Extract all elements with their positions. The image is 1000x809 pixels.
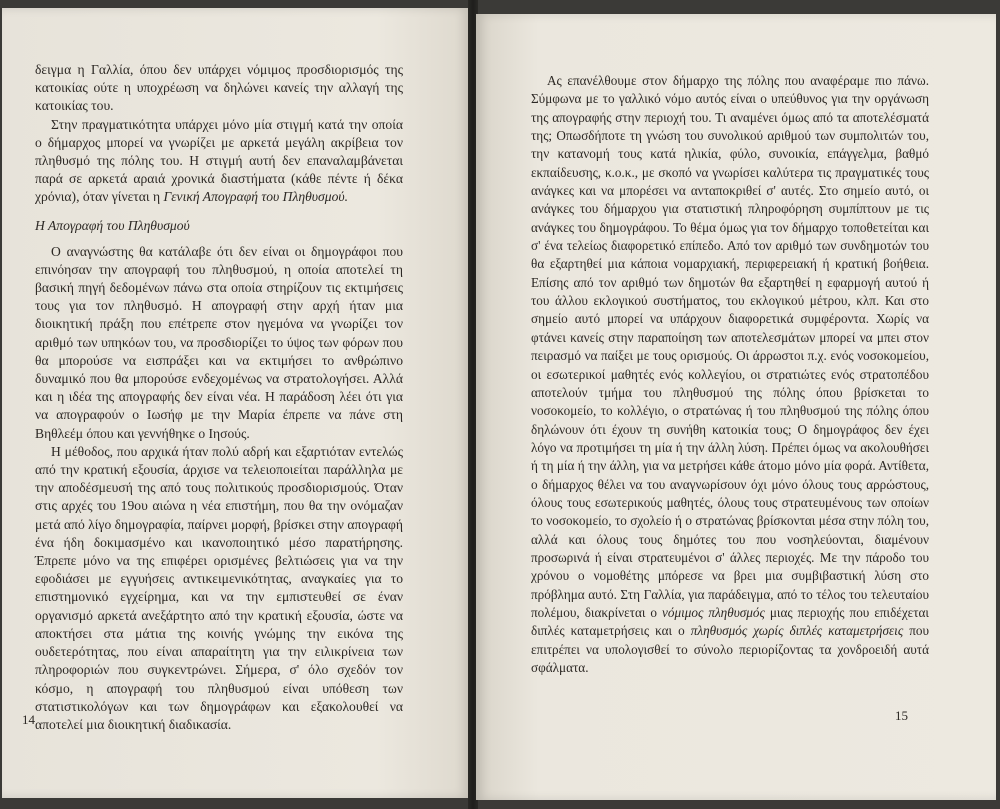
left-paragraph-2-text: Στην πραγματικότητα υπάρχει μόνο μία στιγμή κατά την οποία ο δήμαρχος μπορεί να γνωρίζει με αρκετά μεγάλη ακρίβεια τον πληθυσμό της πόλης του. Η στιγμή αυτή δεν επαναλαμβάνεται παρά σε αρκετά αραιά χρονικά διαστήματα (κάθε πέντε ή δέκα χρόνια), όταν γίνεται η (35, 116, 403, 205)
right-italic-term-2: πληθυσμός χωρίς διπλές καταμετρήσεις (690, 623, 904, 639)
left-paragraph-3: Ο αναγνώστης θα κατάλαβε ότι δεν είναι οι δημογράφοι που επινόησαν την απογραφή του πληθυσμού, η οποία αποτελεί τη βασική πηγή δεδομένων πάνω στα οποία στηρίζουν τις εκτιμήσεις τους για τον πληθυσμό. Η απογραφή στην αρχή ήταν μια διοικητική πράξη που επέτρεπε στον ηγεμόνα να γνωρίζει τον αριθμό των υπηκόων του, να προσδιορίζει το ύψος των φόρων που θα μπορούσε να εισπράξει και να εκτιμήσει το ανθρώπινο δυναμικό που θα μπορούσε ενδεχομένως να στρατολογήσει. Αλλά και η ιδέα της απογραφής δεν είναι νέα. Η παράδοση λέει ότι για να απογραφούν ο Ιωσήφ με την Μαρία έπρεπε να πάνε στη Βηθλεέμ όπου και γεννήθηκε ο Ιησούς. (35, 243, 403, 441)
left-page (2, 8, 470, 798)
right-page-number: 15 (895, 708, 908, 723)
right-italic-term-1: νόμιμος πληθυσμός (662, 604, 765, 620)
right-paragraph-1-text: Ας επανέλθουμε στον δήμαρχο της πόλης που αναφέραμε πιο πάνω. Σύμφωνα με το γαλλικό νόμο αυτός είναι ο υπεύθυνος για την οργάνωση της απογραφής στην περιοχή του. Τι αναμένει όμως από τα αποτελέσματά της; Οπωσδήποτε τη γνώση του συνολικού αριθμού των συμπολιτών του, την κατανομή τους κατά ηλικία, φύλο, συνοικία, επάγγελμα, βαθμό εκπαίδευσης, κ.ο.κ., με σκοπό να γνωρίσει καλύτερα τις πραγματικές τους ανάγκες και να μπορέσει να ανταποκριθεί σ' αυτές. Στο σημείο αυτό, οι ανάγκες του δήμαρχου για στατιστική πληροφόρηση συμπίπτουν με τις ανάγκες του δημογράφου. Το θέμα όμως για τον δήμαρχο τοποθετείται και σ' ένα τελείως διαφορετικό επίπεδο. Από τον αριθμό των συνδημοτών του θα εξαρτηθεί μια κάποια νομαρχιακή, περιφερειακή ή κρατική βοήθεια. Επίσης από τον αριθμό των δημοτών θα εξαρτηθεί η εφαρμογή αυτού ή του άλλου εκλογικού συστήματος, του εκλογικού μέτρου, κλπ. Και στο σημείο αυτό μπορεί να υπάρχουν διαφορετικά συμφέροντα. Χωρίς να φτάνει κανείς στην παραποίηση των αποτελεσμάτων μπορεί να μπει στον πειρασμό να παίξει με τους ορισμούς. Οι άρρωστοι π.χ. ενός νοσοκομείου, οι εσωτερικοί μαθητές ενός κολλεγίου, οι στρατιώτες ενός στρατοπέδου αποτελούν τμήμα του πληθυσμού της πόλης όπου βρίσκεται το νοσοκομείο, το κολλέγιο, ο στρατώνας ή του πληθυσμού της πόλης όπου δηλώνουν ότι έχουν τη συνήθη κατοικία τους; Ο δημογράφος δεν έχει λόγο να προτιμήσει τη μία ή την άλλη λύση. Πρέπει όμως να ακολουθήσει ή τη μία ή την άλλη, για να μετρήσει κάθε άτομο μόνο μία φορά. Αντίθετα, ο δήμαρχος θέλει να του αναγνωρίσουν όχι μόνο όλους τους αρρώστους, όλους τους εσωτερικούς μαθητές, όλους τους στρατευμένους των οποίων το νοσοκομείο, το σχολείο ή ο στρατώνας βρίσκονται μέσα στην πόλη του, αλλά και όλους τους δημότες του που νοσηλεύονται, διαμένουν προσωρινά ή είναι στρατευμένοι σ' άλλες περιοχές. Με την πάροδο του χρόνου ο νομοθέτης μπόρεσε να βρει μια συμβιβαστική λύση στο πρόβλημα αυτό. Στη Γαλλία, για παράδειγμα, από το τέλος του τελευταίου πολέμου, διακρίνεται ο (531, 73, 929, 620)
right-paragraph-1-end: που επιτρέπει να υπολογισθεί το σύνολο περιορίζοντας τα χονδροειδή αυτά σφάλματα. (531, 623, 929, 675)
left-paragraph-1: δειγμα η Γαλλία, όπου δεν υπάρχει νόμιμος προσδιορισμός της κατοικίας ούτε η υποχρέωση να δηλώνει κανείς την αλλαγή της κατοικίας του. (35, 62, 403, 114)
right-page-text (531, 72, 929, 677)
right-paragraph-1 (531, 72, 929, 677)
right-page (476, 14, 996, 800)
section-heading: Η Απογραφή του Πληθυσμού (35, 217, 190, 233)
left-paragraph-2-italic: Γενική Απογραφή του Πληθυσμού. (163, 189, 349, 205)
right-paragraph-1-mid: μιας περιοχής που επιδέχεται διπλές καταμετρήσεις και ο (531, 604, 929, 639)
left-paragraph-4: Η μέθοδος, που αρχικά ήταν πολύ αδρή και εξαρτιόταν εντελώς από την κρατική εξουσία, άρχισε να τελειοποιείται παράλληλα με την αποδέσμευσή της από τους πολιτικούς προσδιορισμούς. Όταν στις αρχές του 19ου αιώνα η νέα επιστήμη, που θα την ονόμαζαν μετά από λίγο δημογραφία, παίρνει μορφή, βρίσκει στην απογραφή ένα ήδη δοκιμασμένο και ικανοποιητικό μέσο παρατήρησης. Έπρεπε μόνο να της επιφέρει ορισμένες βελτιώσεις για να την εφοδιάσει με εγγυήσεις αντικειμενικότητας, αναγκαίες για το επιστημονικό εγχείρημα, και να την εμπιστευθεί σε έναν οργανισμό αρκετά ανεξάρτητο από την κρατική εξουσία, ώστε να αποκτήσει στα μάτια της κοινής γνώμης την εικόνα της ουδετερότητας, που είναι απαραίτητη για την ειλικρίνεια των πληροφοριών που συγκεντρώνει. Σήμερα, σ' όλο σχεδόν τον κόσμο, η απογραφή του πληθυσμού είναι υπόθεση των στατιστικολόγων και των δημογράφων και εξακολουθεί να αποτελεί μια διοικητική διαδικασία. (35, 443, 403, 732)
left-page-text (35, 61, 403, 734)
left-page-number: 14 (22, 712, 35, 727)
left-paragraph-2 (35, 116, 403, 207)
